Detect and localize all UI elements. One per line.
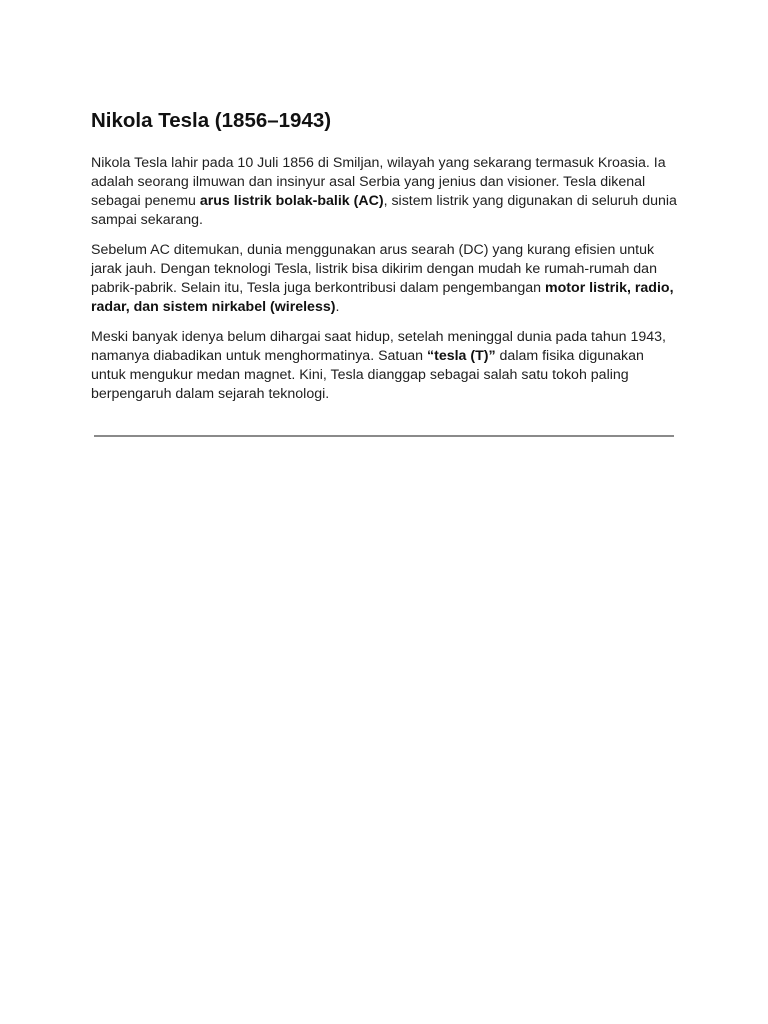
- paragraph-text: .: [335, 299, 340, 315]
- document-body: [91, 106, 681, 415]
- paragraph-text: , sistem listrik yang digunakan di seluruh dunia sampai sekarang.: [91, 193, 677, 228]
- paragraph-text: dalam fisika digunakan untuk mengukur medan magnet. Kini, Tesla dianggap sebagai salah satu tokoh paling berpengaruh dalam sejarah teknologi.: [91, 348, 644, 402]
- paragraph-text: Meski banyak idenya belum dihargai saat hidup, setelah meninggal dunia pada tahun 1943, namanya diabadikan untuk menghormatinya. Satuan: [91, 329, 666, 364]
- bold-text: motor listrik, radio, radar, dan sistem nirkabel (wireless): [91, 280, 674, 315]
- paragraph-text: Sebelum AC ditemukan, dunia menggunakan arus searah (DC) yang kurang efisien untuk jarak jauh. Dengan teknologi Tesla, listrik bisa dikirim dengan mudah ke rumah-rumah dan pabrik-pabrik. Selain itu, Tesla juga berkontribusi dalam pengembangan: [91, 242, 657, 296]
- paragraph-legacy: [91, 328, 681, 404]
- horizontal-divider: [94, 435, 674, 437]
- bold-text: “tesla (T)”: [427, 348, 496, 364]
- paragraph-text: Nikola Tesla lahir pada 10 Juli 1856 di Smiljan, wilayah yang sekarang termasuk Kroasia. Ia adalah seorang ilmuwan dan insinyur asal Serbia yang jenius dan visioner. Tesla dikenal sebagai penemu: [91, 155, 666, 209]
- document-title: Nikola Tesla (1856–1943): [91, 109, 332, 132]
- bold-text: arus listrik bolak-balik (AC): [199, 193, 384, 209]
- paragraph-birth: [91, 154, 681, 230]
- paragraph-contributions: [91, 241, 681, 317]
